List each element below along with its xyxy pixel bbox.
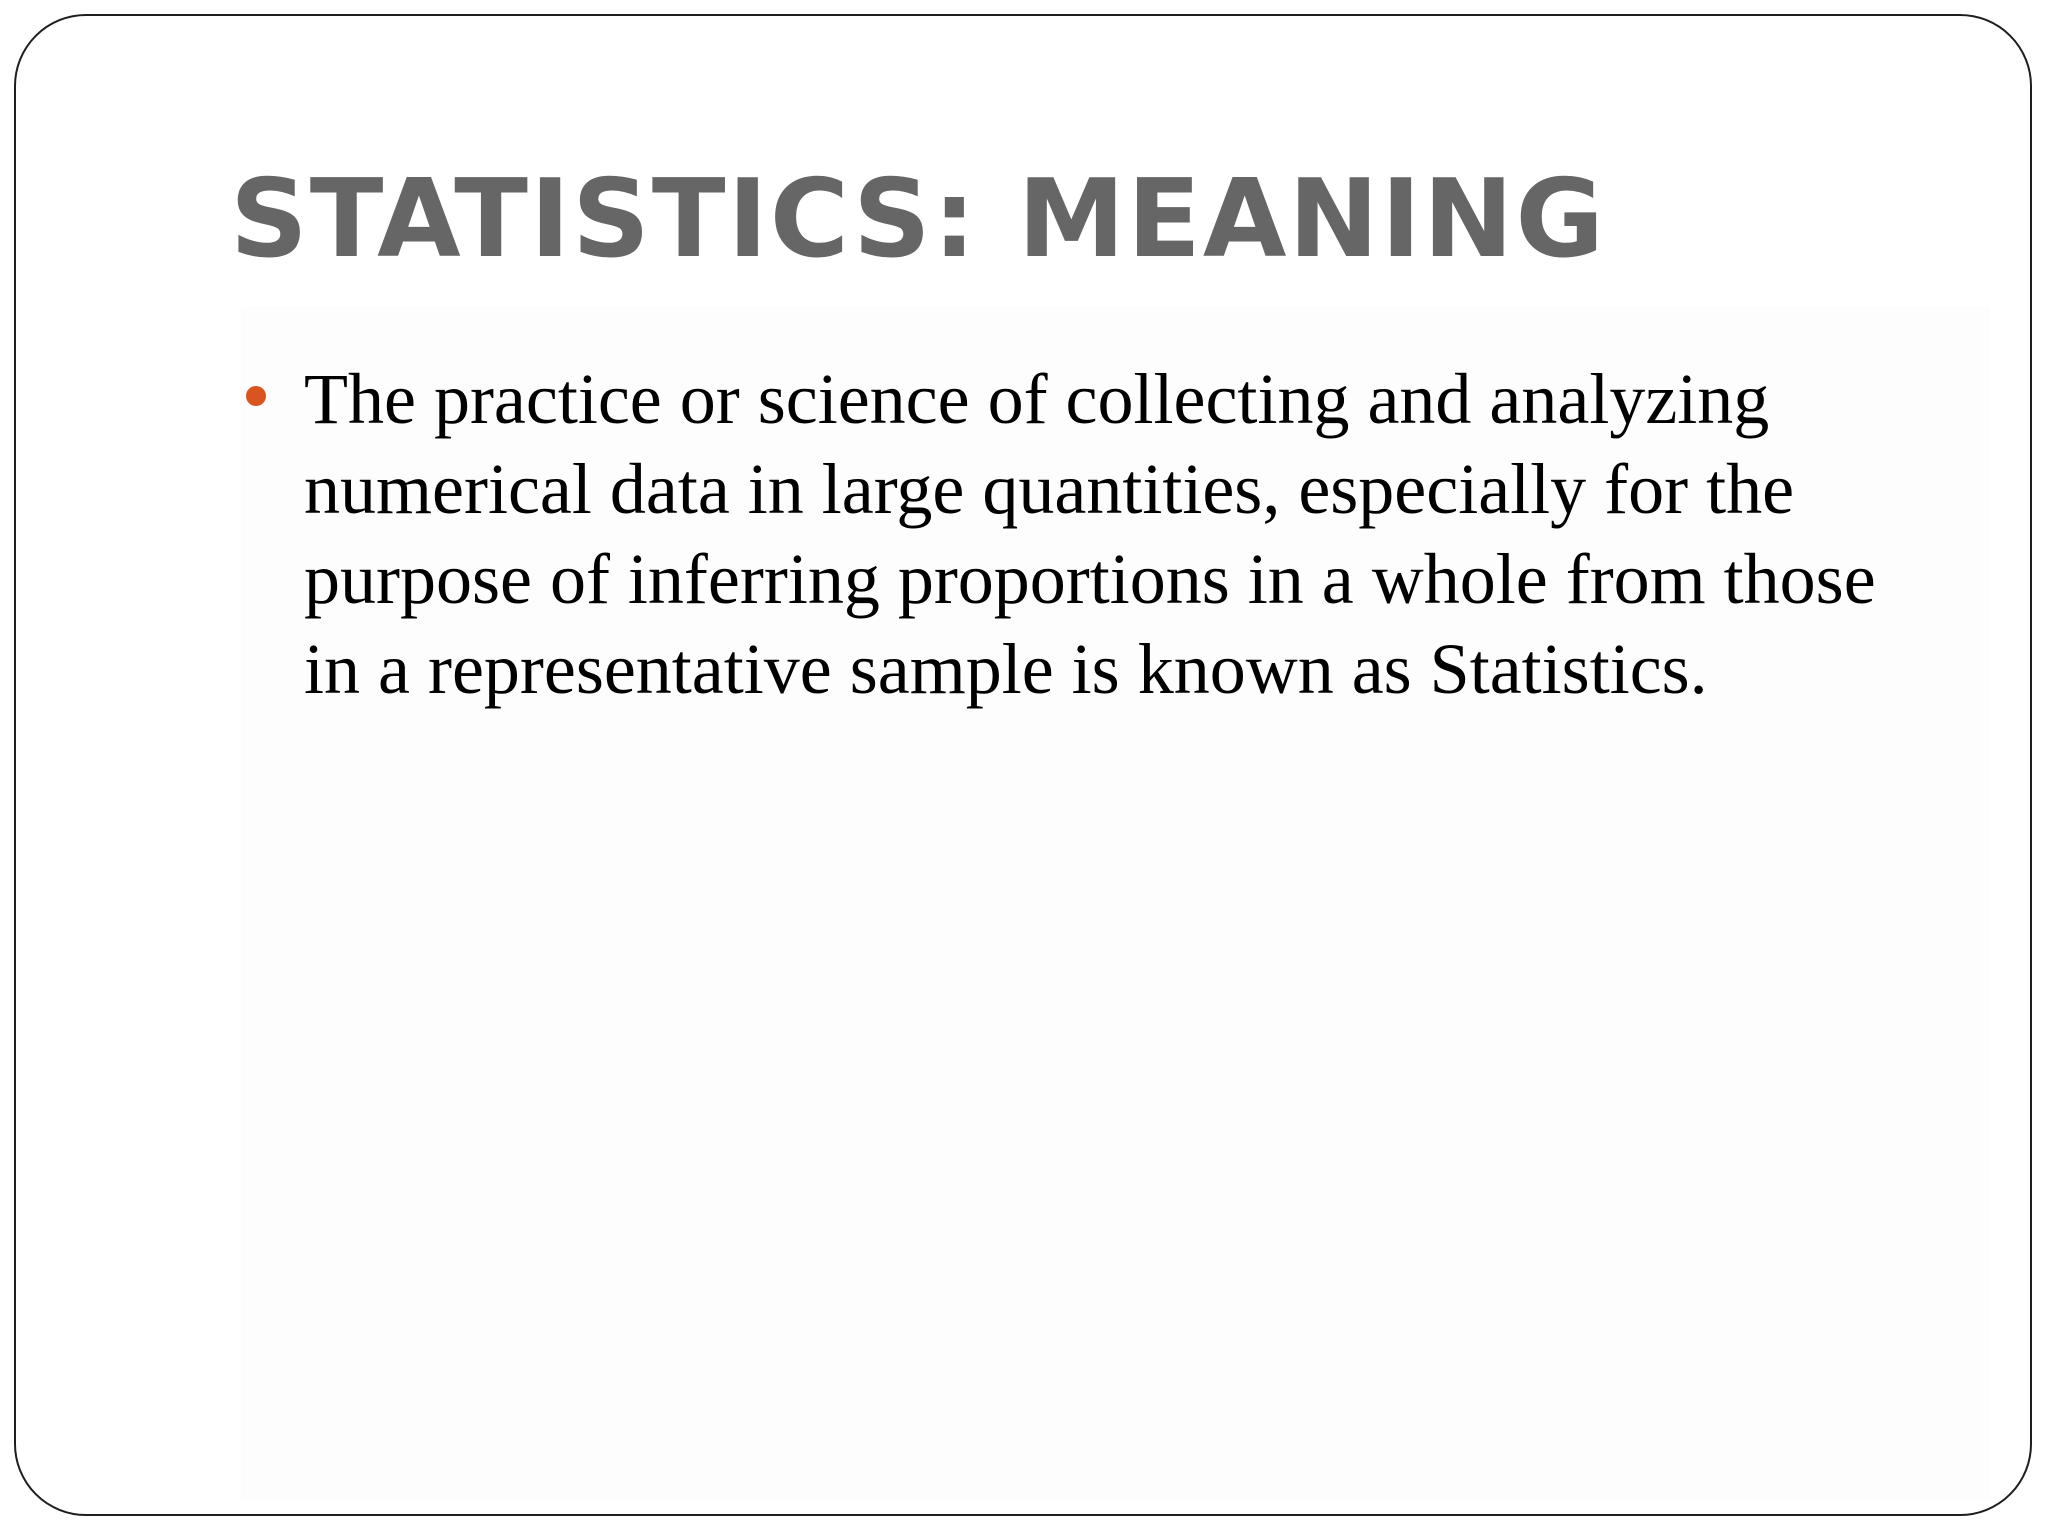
slide-title: STATISTICS: MEANING — [230, 157, 1607, 282]
bullet-item — [246, 354, 1946, 714]
bullet-list — [246, 354, 1946, 714]
slide-frame — [14, 14, 2032, 1516]
bullet-line: in a representative sample is known as Statistics. — [304, 629, 1708, 709]
bullet-line: purpose of inferring proportions in a whole from those — [304, 539, 1876, 619]
bullet-dot-icon — [246, 386, 266, 406]
bullet-line: The practice or science of collecting and analyzing — [304, 359, 1770, 439]
bullet-text — [304, 354, 1946, 714]
bullet-line: numerical data in large quantities, especially for the — [304, 449, 1795, 529]
